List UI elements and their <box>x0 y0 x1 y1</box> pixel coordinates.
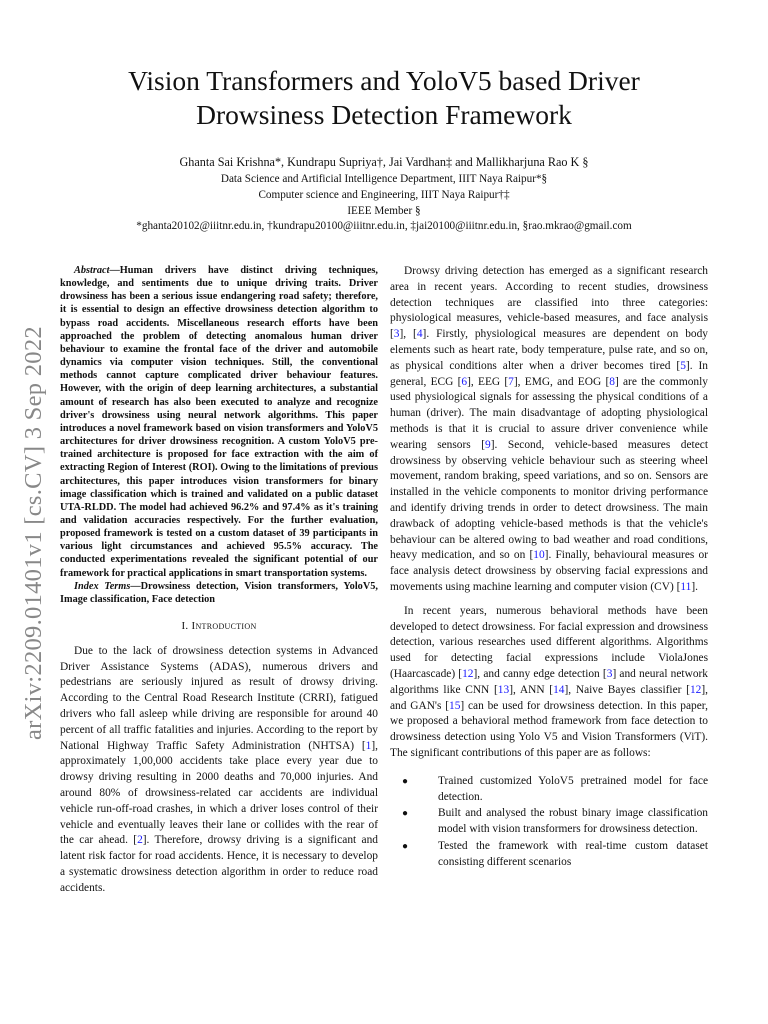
index-terms <box>60 580 378 606</box>
abstract-text: —Human drivers have distinct driving techniques, knowledge, and sentiments due to unique driving traits. Driver drowsiness has been a serious issue endangering road safety; therefore, it is essential to design an effective drowsiness detection algorithm to bypass road accidents. Miscellaneous research efforts have been approached the problem of detecting anomalous human driver behaviour to examine the frontal face of the driver and automobile dynamics via computer vision techniques. Still, the conventional methods cannot capture complicated driver behaviour features. However, with the origin of deep learning architectures, a substantial amount of research has also been executed to analyze and recognize driver's drowsiness using neural network algorithms. This paper introduces a novel framework based on vision transformers and YoloV5 architectures for driver drowsiness recognition. A custom YoloV5 pre-trained architecture is proposed for face extraction with the aim of extracting Region of Interest (ROI). Owing to the limitations of previous architectures, this paper introduces vision transformers for binary image classification which is trained and validated on a public dataset UTA-RLDD. The model had achieved 96.2% and 97.4% as it's training and validation accuracies respectively. For the further evaluation, proposed framework is tested on a custom dataset of 39 participants in various light circumstances and achieved 95.5% accuracy. The conducted experimentations revealed the significant potential of our framework for practical applications in smart transportation systems. <box>60 265 378 579</box>
citation-link[interactable]: 2 <box>137 834 143 847</box>
citation-link[interactable]: 7 <box>508 375 514 388</box>
affiliation-2: Computer science and Engineering, IIIT Naya Raipur†‡ <box>258 189 510 201</box>
abstract <box>60 264 378 580</box>
citation-link[interactable]: 13 <box>497 683 510 696</box>
bullet-icon: ● <box>402 775 409 787</box>
bullet-icon: ● <box>402 808 409 820</box>
citation-link[interactable]: 5 <box>680 359 686 372</box>
affiliation-3: IEEE Member § <box>347 205 421 217</box>
intro-paragraph-1: Due to the lack of drowsiness detection systems in Advanced Driver Assistance Systems (ADAS), numerous drivers and pedestrians are seriously injured as result of drowsy driving. According to the Central Road Research Institute (CRRI), fatigued drivers who fall asleep while driving are responsible for around 40 percent of all traffic fatalities and injuries. According to the report by National Highway Traffic Safety Administration (NHTSA) [1], approximately 1,00,000 accidents take place every year due to drowsy driving resulting in 2000 deaths and 70,000 injuries. And around 80% of drowsiness-related car accidents are individual vehicle run-off-road crashes, in which a driver loses control of their vehicle and eventually leaves their lane or collides with the rear of the car ahead. [2]. Therefore, drowsy driving is a significant and latent risk factor for road accidents. Hence, it is necessary to develop a systematic drowsiness detection algorithm in order to reduce road accidents. <box>60 644 378 894</box>
citation-link[interactable]: 3 <box>393 328 400 341</box>
citation-link[interactable]: 1 <box>365 739 372 752</box>
citation-link[interactable]: 9 <box>485 438 491 451</box>
title-line-1: Vision Transformers and YoloV5 based Driver <box>128 65 640 96</box>
citation-link[interactable]: 8 <box>609 375 615 388</box>
list-item: ● Trained customized YoloV5 pretrained model for face detection. <box>402 774 708 803</box>
citation-link[interactable]: 3 <box>606 667 613 680</box>
paper-title <box>60 64 708 132</box>
contributions-list <box>390 774 708 871</box>
right-column <box>390 264 708 871</box>
citation-link[interactable]: 15 <box>449 699 461 712</box>
author-list: Ghanta Sai Krishna*, Kundrapu Supriya†, Jai Vardhan‡ and Mallikharjuna Rao K § <box>179 155 589 169</box>
intro-paragraph-2: Drowsy driving detection has emerged as a significant research area in recent years. According to recent studies, drowsiness detection techniques are classified into three categories: physiological measures, vehicle-based measures, and face analysis [3], [4]. Firstly, physiological measures are dependent on body elements such as heart rate, body temperature, pulse rate, and so on, as physical conditions alter when a driver becomes tired [5]. In general, ECG [6], EEG [7], EMG, and EOG [8] are the commonly used physiological signals for assessing the physical conditions of a human (driver). The main disadvantage of adopting physiological methods is that it is crucial to assure driver convenience while wearing sensors [9]. Second, vehicle-based measures detect drowsiness by observing vehicle behaviour such as steering wheel movement, random braking, speed variations, and so on. Sensors are installed in the vehicle components to monitor driving performance and identify driving trends in order to detect drowsiness. The main drawback of adopting vehicle-based methods is that the vehicle's behaviour can be altered owing to bad weather and road conditions, heavy medication, and so on [10]. Finally, behavioural measures or face analysis detect drowsiness by observing facial expressions and movements using machine learning and computer vision (CV) [11]. <box>390 265 708 593</box>
citation-link[interactable]: 14 <box>553 683 565 696</box>
citation-link[interactable]: 6 <box>461 375 468 388</box>
list-item: ● Built and analysed the robust binary image classification model with vision transformers for drowsiness detection. <box>402 807 708 836</box>
author-emails: *ghanta20102@iiitnr.edu.in, †kundrapu20100@iiitnr.edu.in, ‡jai20100@iiitnr.edu.in, §rao.mkrao@gmail.com <box>136 220 632 232</box>
index-terms-text: —Drowsiness detection, Vision transformers, YoloV5, Image classification, Face detection <box>60 580 378 605</box>
citation-link[interactable]: 11 <box>680 580 692 593</box>
section-heading-introduction: I. Introduction <box>181 620 257 633</box>
citation-link[interactable]: 4 <box>416 328 423 341</box>
abstract-label: Abstract <box>74 265 110 276</box>
citation-link[interactable]: 12 <box>689 683 702 696</box>
affiliation-1: Data Science and Artificial Intelligence Department, IIIT Naya Raipur*§ <box>220 173 548 185</box>
title-line-2: Drowsiness Detection Framework <box>196 99 572 130</box>
index-terms-label: Index Terms <box>74 580 131 592</box>
list-item: ● Tested the framework with real-time custom dataset consisting different scenarios <box>402 839 708 868</box>
citation-link[interactable]: 10 <box>533 549 545 562</box>
bullet-icon: ● <box>402 840 409 852</box>
arxiv-stamp: arXiv:2209.01401v1 [cs.CV] 3 Sep 2022 <box>20 326 47 740</box>
citation-link[interactable]: 12 <box>462 667 474 680</box>
left-column <box>60 264 378 897</box>
intro-paragraph-3: In recent years, numerous behavioral methods have been developed to detect drowsiness. For facial expression and drowsiness detection, various researches used different algorithms. Algorithms used for detecting facial expressions include ViolaJones (Haarcascade) [12], and canny edge detection [3] and neural network algorithms like CNN [13], ANN [14], Naive Bayes classifier [12], and GAN's [15] can be used for drowsiness detection. In this paper, we proposed a behavioral method framework from face detection to drowsiness detection using Yolo V5 and Vision Transformers (ViT). The significant contributions of this paper are as follows: <box>390 604 709 759</box>
